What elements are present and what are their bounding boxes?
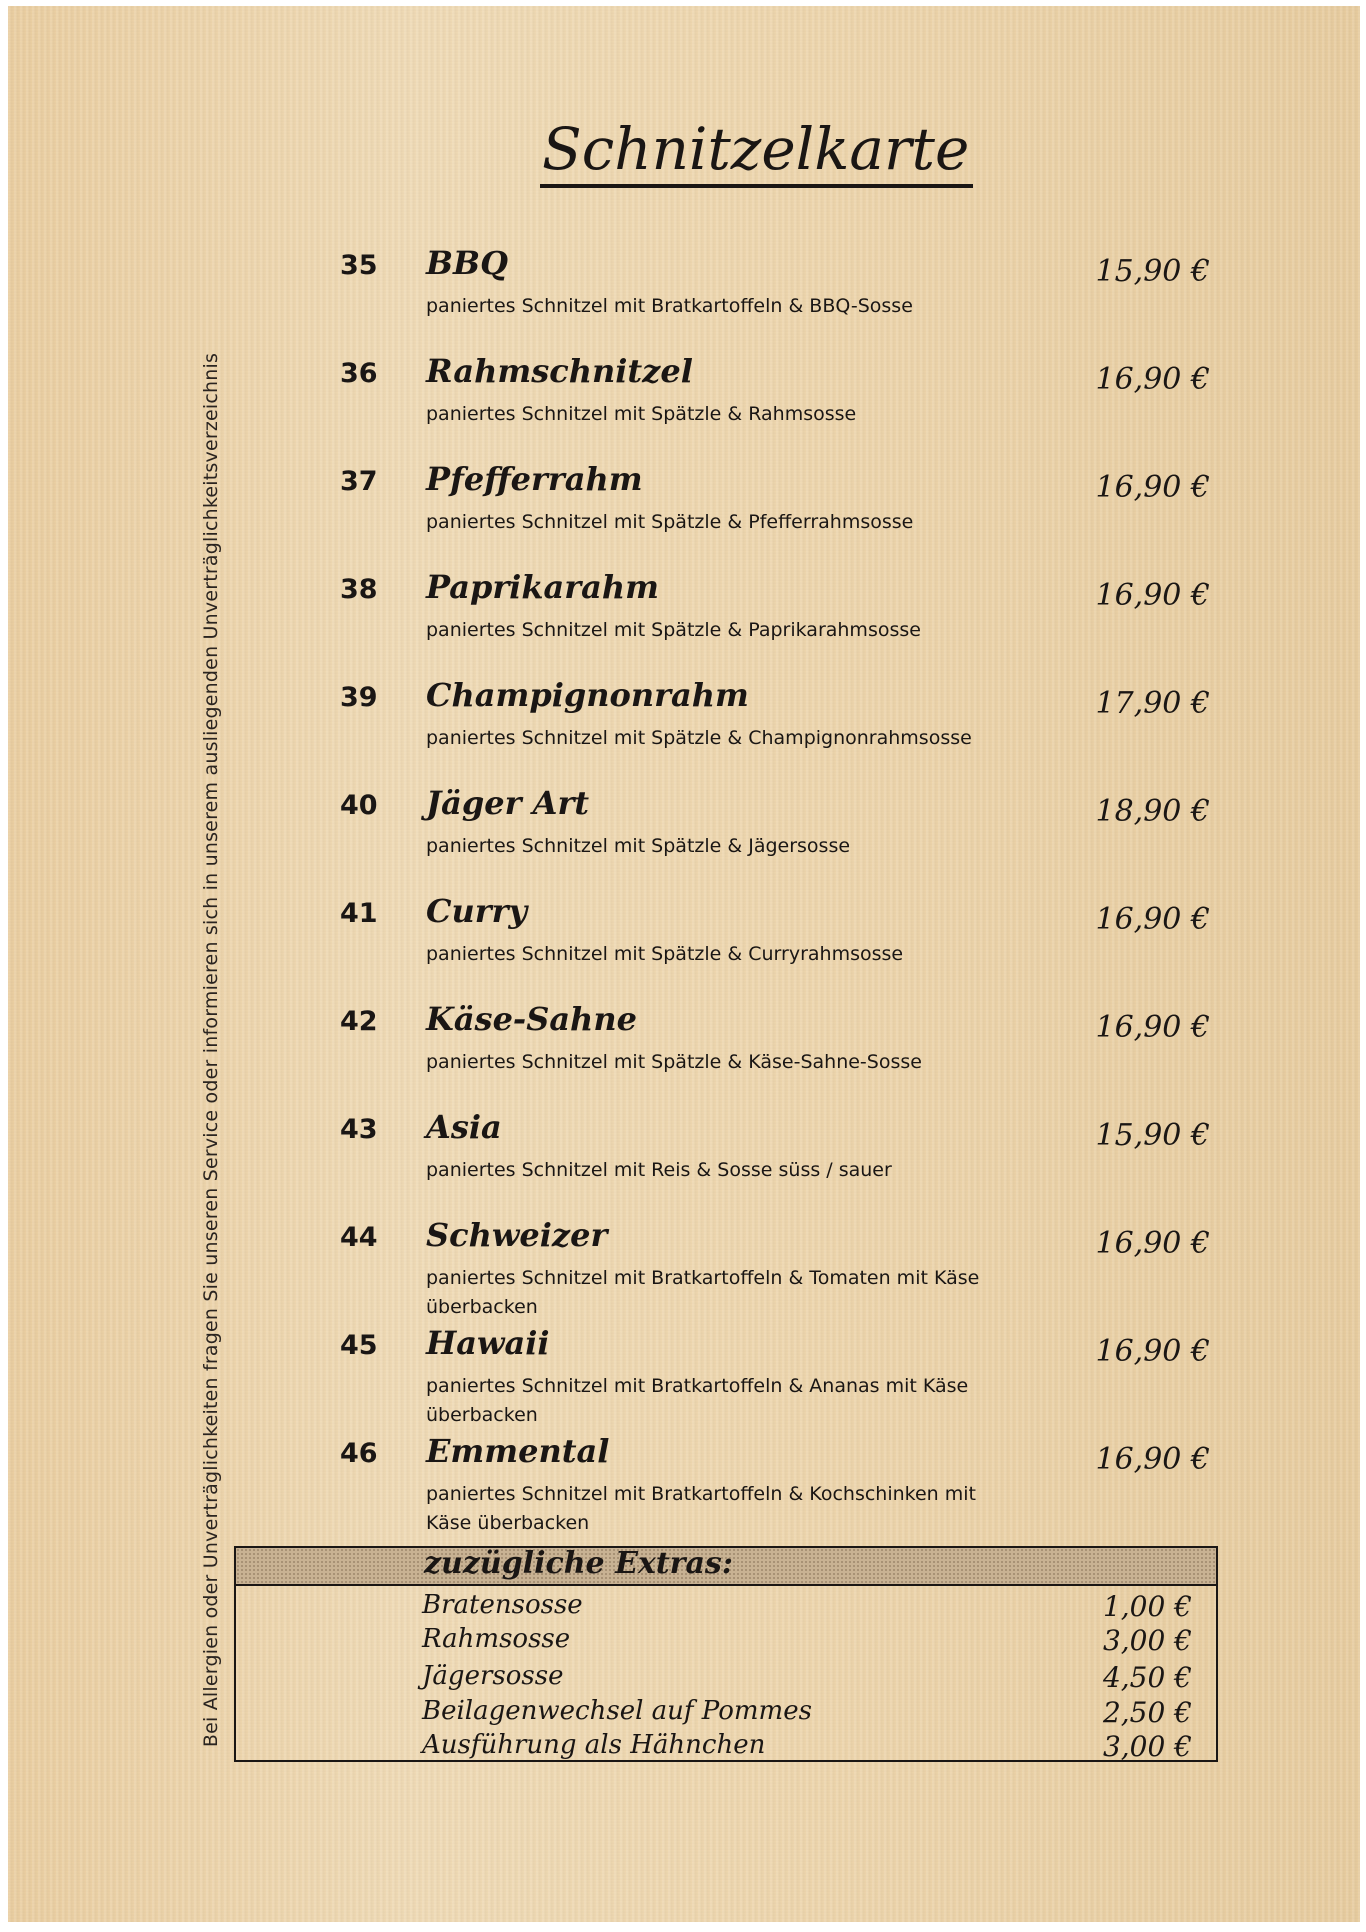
item-description: paniertes Schnitzel mit Reis & Sosse süss / sauer — [426, 1159, 892, 1181]
item-description: paniertes Schnitzel mit Spätzle & Curryrahmsosse — [426, 943, 904, 965]
item-number: 36 — [340, 358, 378, 389]
extra-item — [422, 1661, 1192, 1695]
item-price: 16,90 € — [1095, 578, 1210, 613]
item-number: 43 — [340, 1114, 378, 1145]
extra-item — [422, 1730, 1192, 1764]
extra-price: 4,50 € — [1102, 1661, 1192, 1694]
item-description: paniertes Schnitzel mit Bratkartoffeln & Ananas mit Käse überbacken — [426, 1375, 969, 1426]
item-name: Schweizer — [426, 1216, 608, 1254]
menu-item — [340, 244, 1210, 350]
menu-item — [340, 1000, 1210, 1106]
menu-item — [340, 1216, 1210, 1322]
extra-name: Rahmsosse — [422, 1624, 571, 1654]
item-name: Champignonrahm — [426, 676, 749, 714]
item-number: 42 — [340, 1006, 378, 1037]
menu-item — [340, 352, 1210, 458]
menu-item — [340, 1432, 1210, 1538]
extra-price: 3,00 € — [1102, 1624, 1192, 1657]
item-price: 16,90 € — [1095, 362, 1210, 397]
item-number: 45 — [340, 1330, 378, 1361]
extras-title: zuzügliche Extras: — [424, 1546, 733, 1581]
extra-name: Ausführung als Hähnchen — [422, 1730, 766, 1760]
item-name: Hawaii — [426, 1324, 550, 1362]
menu-item — [340, 1324, 1210, 1430]
menu-item — [340, 892, 1210, 998]
item-name: BBQ — [426, 244, 508, 282]
item-name: Asia — [426, 1108, 502, 1146]
item-description: paniertes Schnitzel mit Spätzle & Champignonrahmsosse — [426, 727, 972, 749]
item-name: Käse-Sahne — [426, 1000, 637, 1038]
menu-item — [340, 568, 1210, 674]
item-number: 39 — [340, 682, 378, 713]
item-description: paniertes Schnitzel mit Bratkartoffeln & Kochschinken mit Käse überbacken — [426, 1483, 976, 1534]
item-price: 16,90 € — [1095, 470, 1210, 505]
item-name: Jäger Art — [426, 784, 590, 822]
menu-item — [340, 784, 1210, 890]
extras-box — [234, 1546, 1218, 1762]
menu-item — [340, 460, 1210, 566]
item-number: 37 — [340, 466, 378, 497]
item-description: paniertes Schnitzel mit Spätzle & Pfefferrahmsosse — [426, 511, 914, 533]
extra-price: 2,50 € — [1102, 1696, 1192, 1729]
item-price: 16,90 € — [1095, 902, 1210, 937]
extra-name: Beilagenwechsel auf Pommes — [422, 1696, 812, 1726]
item-price: 16,90 € — [1095, 1010, 1210, 1045]
extras-header — [236, 1548, 1216, 1586]
item-name: Paprikarahm — [426, 568, 659, 606]
item-number: 35 — [340, 250, 378, 281]
allergy-note: Bei Allergien oder Unverträglichkeiten fragen Sie unseren Service oder informieren sich in unserem ausliegenden Unverträglichkeitsverzeichnis — [200, 352, 222, 1748]
item-name: Rahmschnitzel — [426, 352, 693, 390]
item-price: 16,90 € — [1095, 1442, 1210, 1477]
item-description: paniertes Schnitzel mit Spätzle & Paprikarahmsosse — [426, 619, 921, 641]
item-price: 18,90 € — [1095, 794, 1210, 829]
item-number: 38 — [340, 574, 378, 605]
item-price: 16,90 € — [1095, 1226, 1210, 1261]
extra-item — [422, 1624, 1192, 1658]
item-description: paniertes Schnitzel mit Spätzle & Käse-Sahne-Sosse — [426, 1051, 922, 1073]
extra-price: 1,00 € — [1102, 1590, 1192, 1623]
item-name: Pfefferrahm — [426, 460, 643, 498]
extra-item — [422, 1590, 1192, 1624]
extra-price: 3,00 € — [1102, 1730, 1192, 1763]
item-price: 15,90 € — [1095, 1118, 1210, 1153]
item-number: 44 — [340, 1222, 378, 1253]
page-title: Schnitzelkarte — [540, 118, 973, 188]
menu-item — [340, 676, 1210, 782]
extra-name: Jägersosse — [422, 1661, 564, 1691]
extra-item — [422, 1696, 1192, 1730]
item-description: paniertes Schnitzel mit Spätzle & Jägersosse — [426, 835, 851, 857]
extra-name: Bratensosse — [422, 1590, 583, 1620]
item-number: 41 — [340, 898, 378, 929]
item-description: paniertes Schnitzel mit Bratkartoffeln & Tomaten mit Käse überbacken — [426, 1267, 980, 1318]
item-number: 46 — [340, 1438, 378, 1469]
item-name: Emmental — [426, 1432, 610, 1470]
item-description: paniertes Schnitzel mit Spätzle & Rahmsosse — [426, 403, 857, 425]
item-price: 16,90 € — [1095, 1334, 1210, 1369]
item-number: 40 — [340, 790, 378, 821]
item-price: 17,90 € — [1095, 686, 1210, 721]
item-name: Curry — [426, 892, 528, 930]
item-description: paniertes Schnitzel mit Bratkartoffeln & BBQ-Sosse — [426, 295, 913, 317]
item-price: 15,90 € — [1095, 254, 1210, 289]
menu-item — [340, 1108, 1210, 1214]
